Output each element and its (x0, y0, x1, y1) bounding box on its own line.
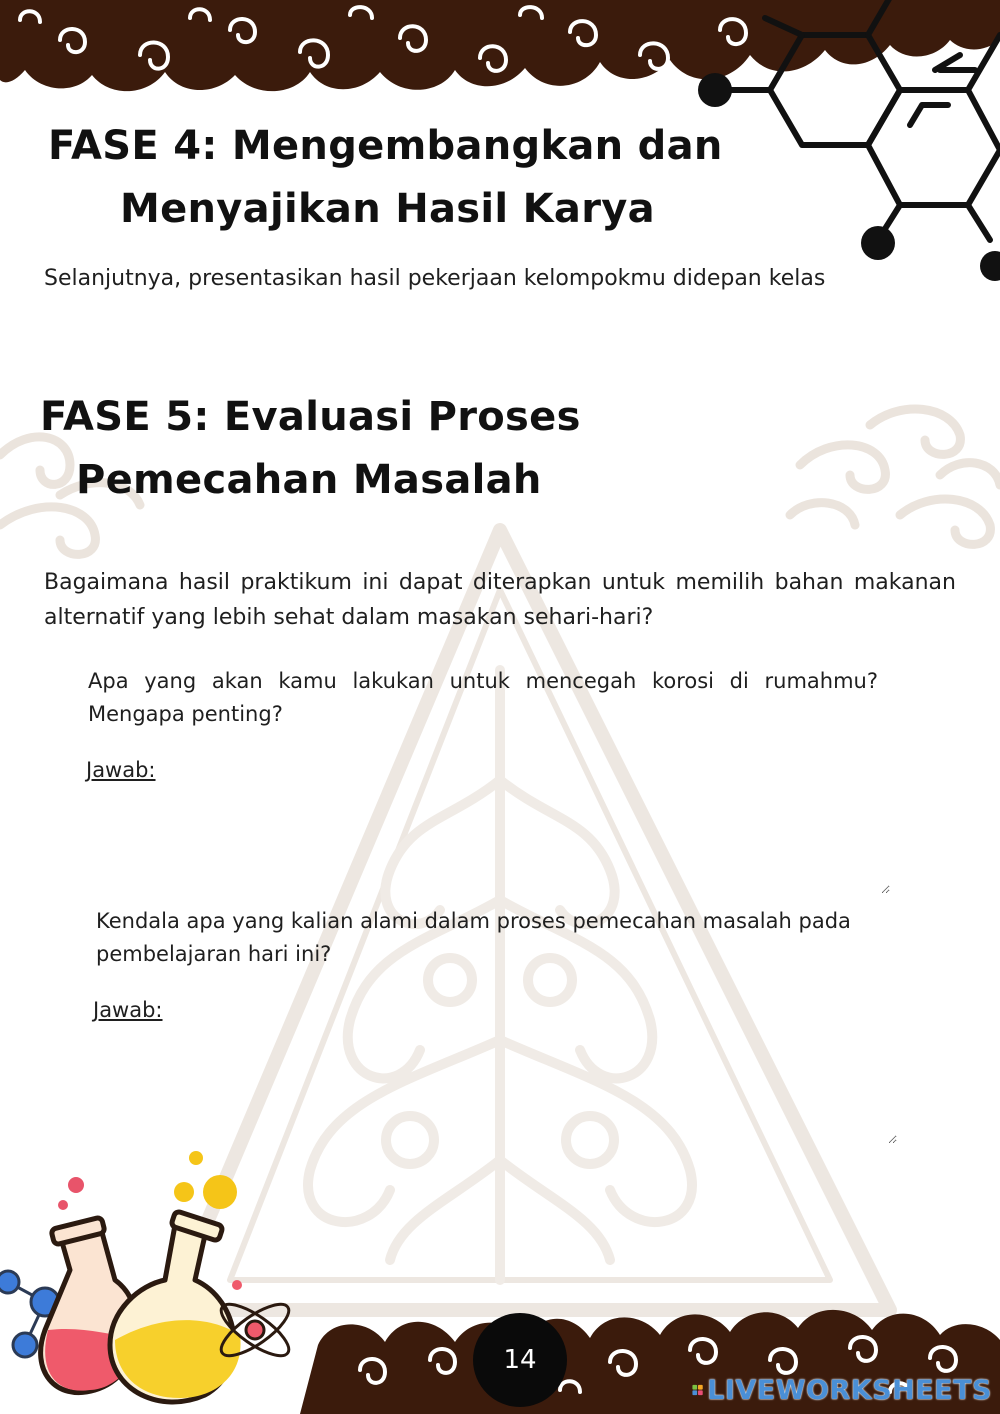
question-2-text: Kendala apa yang kalian alami dalam proses pemecahan masalah pada pembelajaran hari ini? (96, 909, 851, 966)
phase4-title-line1: FASE 4: Mengembangkan dan (48, 123, 723, 169)
lab-flasks-icon (0, 1140, 310, 1414)
hexagon-molecule-icon (690, 0, 1000, 290)
question-2-answer-field[interactable] (93, 1030, 897, 1144)
question-2-answer-label: Jawab: (93, 998, 163, 1022)
phase4-instruction: Selanjutnya, presentasikan hasil pekerjaan kelompokmu didepan kelas (44, 266, 826, 291)
question-1-text: Apa yang akan kamu lakukan untuk mencegah korosi di rumahmu? Mengapa penting? (88, 669, 878, 726)
phase5-title-line1: FASE 5: Evaluasi Proses (40, 394, 581, 440)
phase4-title-line2: Menyajikan Hasil Karya (120, 186, 655, 232)
liveworksheets-logo-icon (692, 1377, 703, 1403)
question-1-answer-label: Jawab: (86, 758, 156, 782)
page-number: 14 (503, 1345, 537, 1375)
phase5-main-question: Bagaimana hasil praktikum ini dapat diterapkan untuk memilih bahan makanan alternatif yang lebih sehat dalam masakan sehari-hari? (44, 570, 956, 630)
page-number-badge (473, 1313, 567, 1407)
liveworksheets-brand[interactable] (692, 1372, 992, 1408)
question-1-answer-field[interactable] (86, 790, 890, 894)
liveworksheets-brand-text: LIVEWORKSHEETS (707, 1374, 992, 1406)
phase5-title-line2: Pemecahan Masalah (76, 457, 542, 503)
